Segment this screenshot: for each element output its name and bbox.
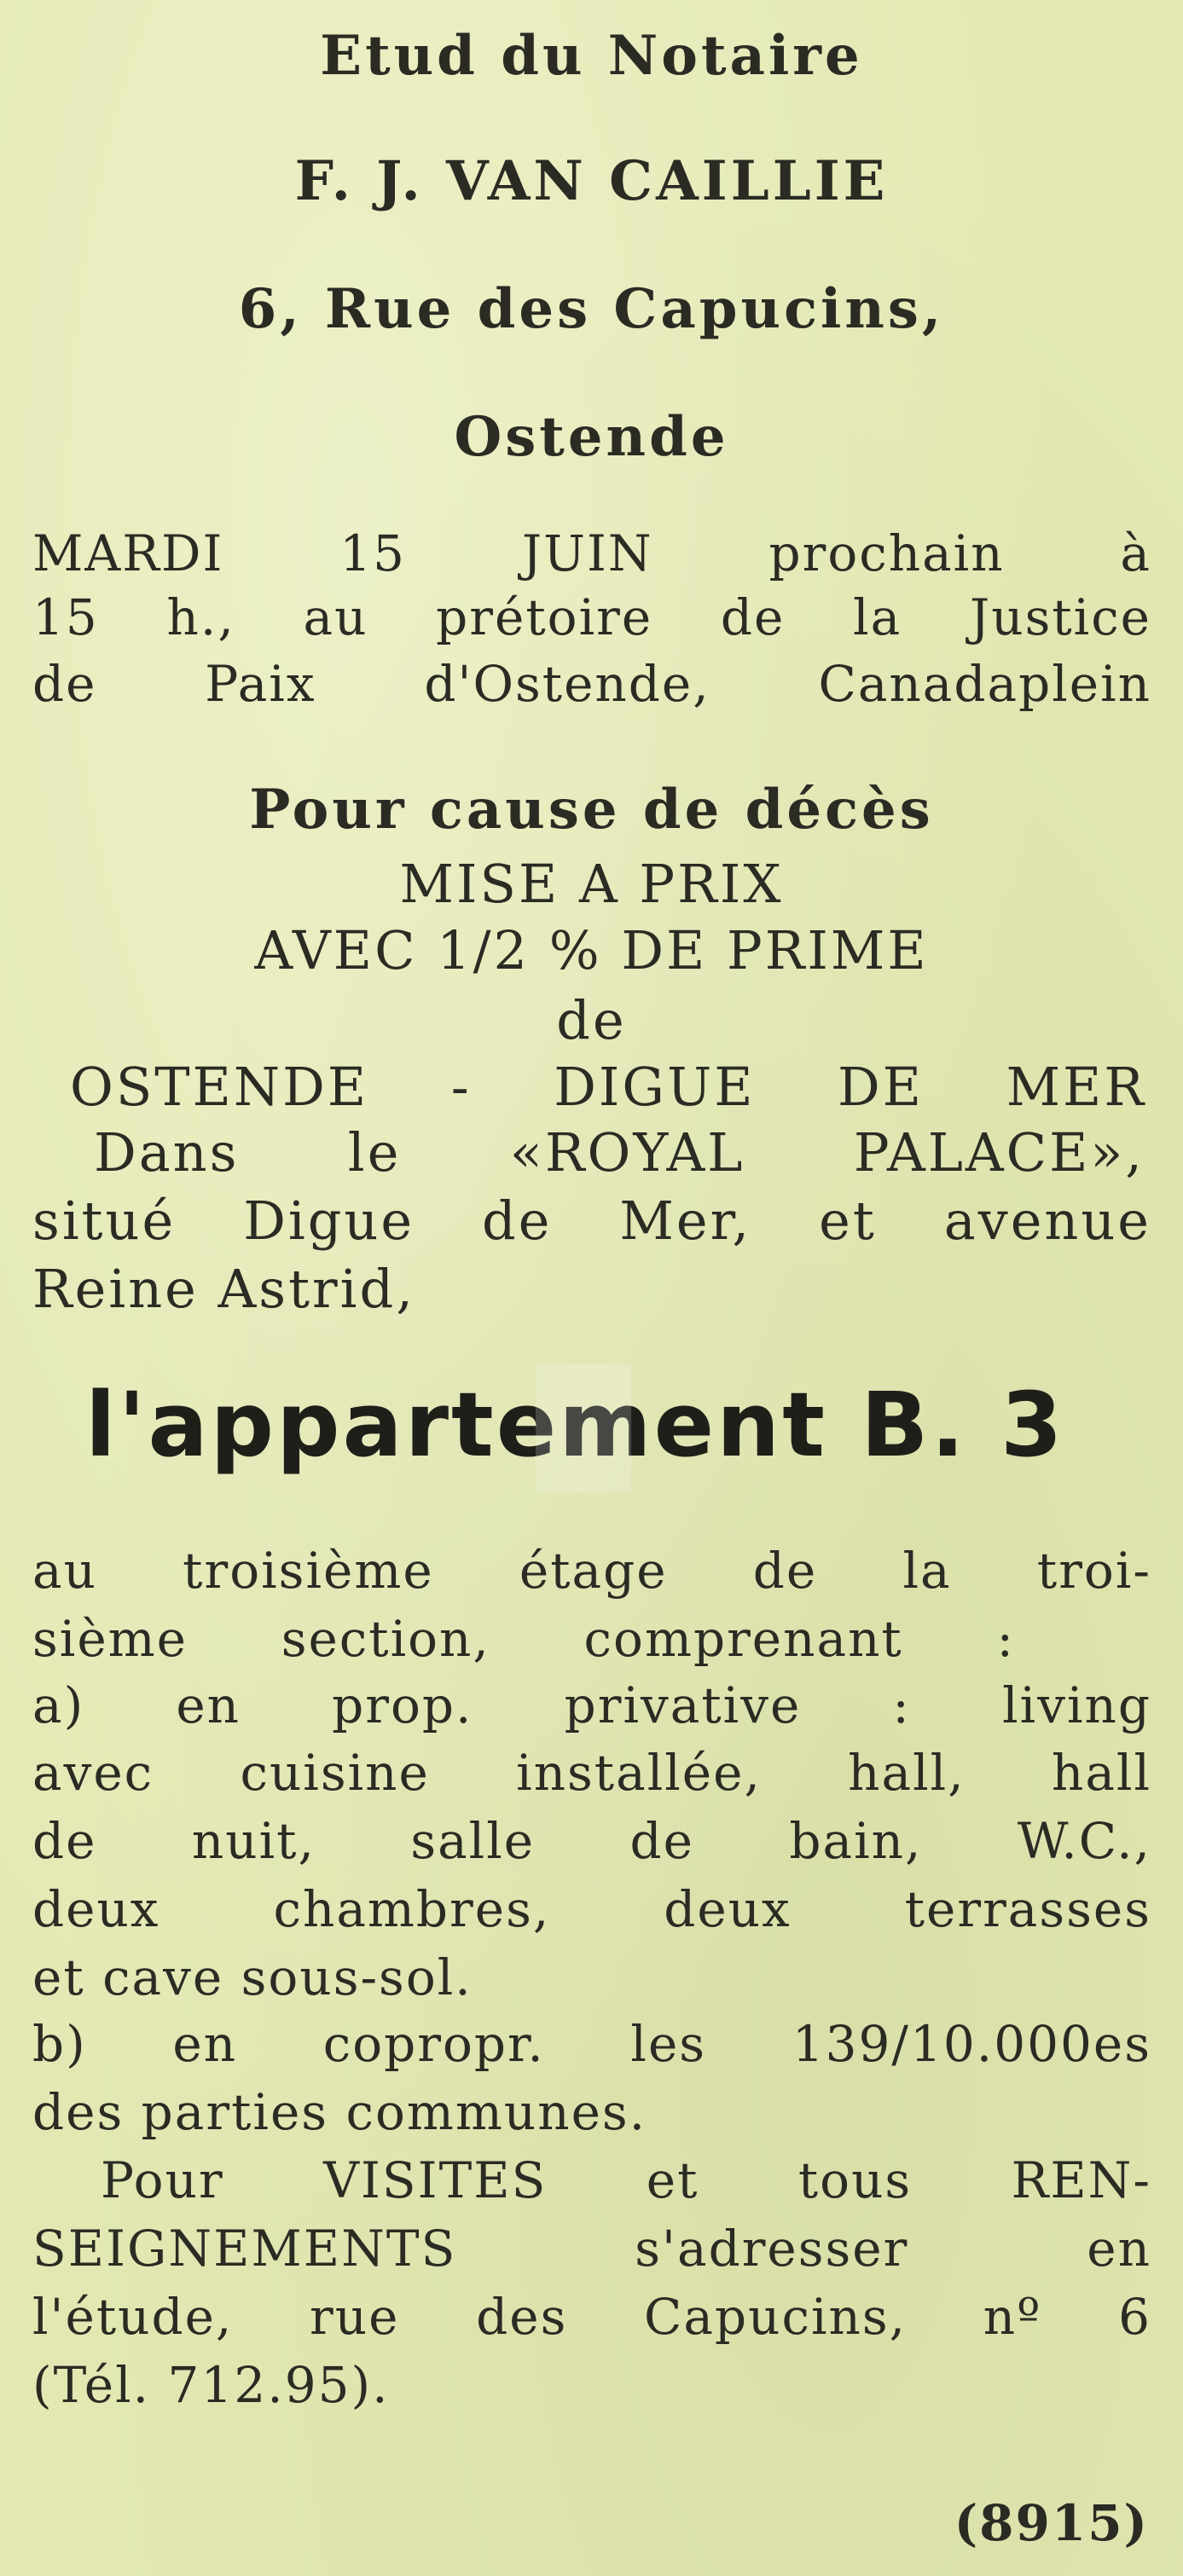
sale-cause: Pour cause de décès: [249, 778, 934, 842]
apartment-title: l'appartement B. 3: [85, 1373, 1065, 1477]
header-notary-name: F. J. VAN CAILLIE: [294, 149, 889, 213]
intro-line-2: 15 h., au prétoire de la Justice: [32, 588, 1151, 646]
reference-number: (8915): [954, 2494, 1149, 2552]
intro-line-1: MARDI 15 JUIN prochain à: [32, 524, 1151, 582]
description-line-3: a) en prop. privative : living: [32, 1676, 1151, 1734]
intro-line-3: de Paix d'Ostende, Canadaplein: [32, 655, 1151, 713]
description-line-12: l'étude, rue des Capucins, nº 6: [32, 2288, 1151, 2346]
archive-stamp-overlay: [536, 1364, 631, 1492]
sale-building: Dans le «ROYAL PALACE»,: [94, 1121, 1145, 1184]
description-line-11: SEIGNEMENTS s'adresser en: [32, 2220, 1151, 2278]
description-line-9: des parties communes.: [32, 2083, 647, 2141]
description-line-8: b) en copropr. les 139/10.000es: [32, 2015, 1151, 2073]
description-line-6: deux chambres, deux terrasses: [32, 1880, 1151, 1938]
sale-mise-a-prix: MISE A PRIX: [399, 853, 784, 915]
description-line-5: de nuit, salle de bain, W.C.,: [32, 1812, 1151, 1870]
header-city: Ostende: [454, 405, 729, 469]
description-line-1: au troisième étage de la troi-: [32, 1542, 1151, 1600]
sale-prime: AVEC 1/2 % DE PRIME: [254, 919, 929, 981]
sale-location: OSTENDE - DIGUE DE MER: [70, 1056, 1146, 1118]
description-line-10: Pour VISITES et tous REN-: [101, 2151, 1151, 2209]
sale-situation: situé Digue de Mer, et avenue: [32, 1190, 1151, 1252]
header-study: Etud du Notaire: [320, 24, 863, 88]
sale-de: de: [556, 989, 627, 1051]
description-line-13: (Tél. 712.95).: [32, 2356, 390, 2414]
sale-street: Reine Astrid,: [32, 1258, 415, 1320]
description-line-7: et cave sous-sol.: [32, 1948, 473, 2006]
description-line-4: avec cuisine installée, hall, hall: [32, 1744, 1151, 1802]
header-address: 6, Rue des Capucins,: [238, 277, 945, 341]
description-line-2: sième section, comprenant :: [32, 1610, 1015, 1668]
